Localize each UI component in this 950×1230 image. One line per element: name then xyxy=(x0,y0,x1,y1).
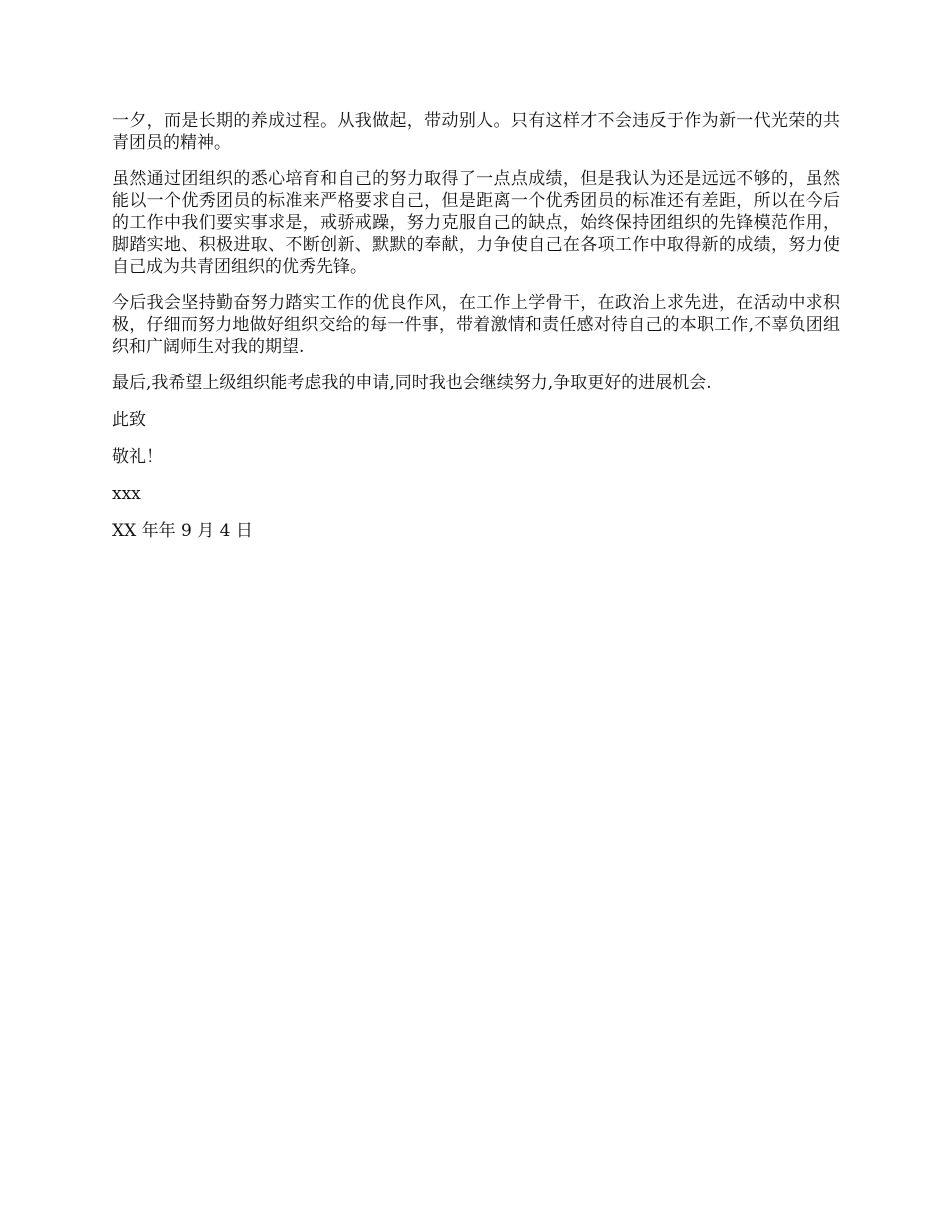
document-body xyxy=(112,110,840,557)
date: XX 年年 9 月 4 日 xyxy=(112,521,253,541)
signature: xxx xyxy=(112,484,141,504)
paragraph-1: 一夕，而是长期的养成过程。从我做起，带动别人。只有这样才不会违反于作为新一代光荣的共青团员的精神。 xyxy=(112,111,840,153)
paragraph-3: 今后我会坚持勤奋努力踏实工作的优良作风，在工作上学骨干，在政治上求先进，在活动中求积极，仔细而努力地做好组织交给的每一件事，带着激情和责任感对待自己的本职工作,不辜负团组织和广阔师生对我的期望. xyxy=(112,293,840,357)
paragraph-2: 虽然通过团组织的悉心培育和自己的努力取得了一点点成绩，但是我认为还是远远不够的，虽然能以一个优秀团员的标准来严格要求自己，但是距离一个优秀团员的标准还有差距，所以在今后的工作中我们要实事求是，戒骄戒躁，努力克服自己的缺点，始终保持团组织的先锋模范作用，脚踏实地、积极进取、不断创新、默默的奉献，力争使自己在各项工作中取得新的成绩，努力使自己成为共青团组织的优秀先锋。 xyxy=(112,169,840,277)
closing-salutation: 此致 xyxy=(112,410,146,430)
paragraph-4: 最后,我希望上级组织能考虑我的申请,同时我也会继续努力,争取更好的进展机会. xyxy=(112,373,712,393)
closing-respect: 敬礼！ xyxy=(112,447,163,467)
